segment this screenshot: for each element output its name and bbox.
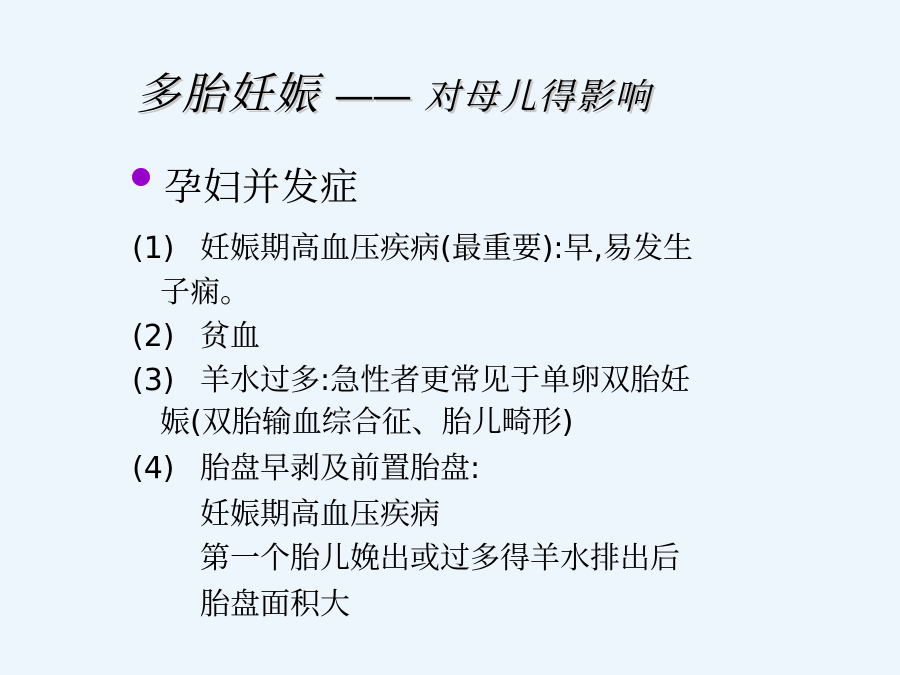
item-text: 妊娠期高血压疾病(最重要):早,易发生 — [200, 231, 694, 266]
item-text: 胎盘早剥及前置胎盘: — [200, 451, 481, 486]
list-item-4 — [132, 448, 480, 490]
slide-title — [136, 58, 652, 122]
list-item-4-sub-2 — [200, 538, 680, 580]
list-item-1-continuation — [160, 272, 250, 314]
list-item-2 — [132, 316, 260, 358]
item-number: (2) — [132, 319, 175, 354]
title-dash: —— — [334, 73, 410, 119]
item-text-continuation: 娠(双胎输血综合征、胎儿畸形) — [160, 405, 574, 440]
list-item-3-continuation — [160, 402, 573, 444]
sub-item-text: 胎盘面积大 — [200, 587, 350, 622]
item-text: 贫血 — [200, 319, 260, 354]
bullet-dot-icon — [132, 168, 150, 186]
item-number: (3) — [132, 363, 175, 398]
sub-item-text: 妊娠期高血压疾病 — [200, 497, 440, 532]
item-number: (4) — [132, 451, 175, 486]
list-item-1 — [132, 228, 693, 270]
bullet-heading — [132, 155, 359, 211]
sub-item-text: 第一个胎儿娩出或过多得羊水排出后 — [200, 541, 680, 576]
title-main: 多胎妊娠 — [136, 69, 320, 120]
item-number: (1) — [132, 231, 175, 266]
list-item-4-sub-1 — [200, 494, 440, 536]
list-item-4-sub-3 — [200, 584, 350, 626]
item-text-continuation: 子痫。 — [160, 275, 250, 310]
title-subtitle: 对母儿得影响 — [424, 77, 653, 118]
list-item-3 — [132, 360, 690, 402]
bullet-heading-text: 孕妇并发症 — [164, 164, 360, 209]
item-text: 羊水过多:急性者更常见于单卵双胎妊 — [200, 363, 691, 398]
